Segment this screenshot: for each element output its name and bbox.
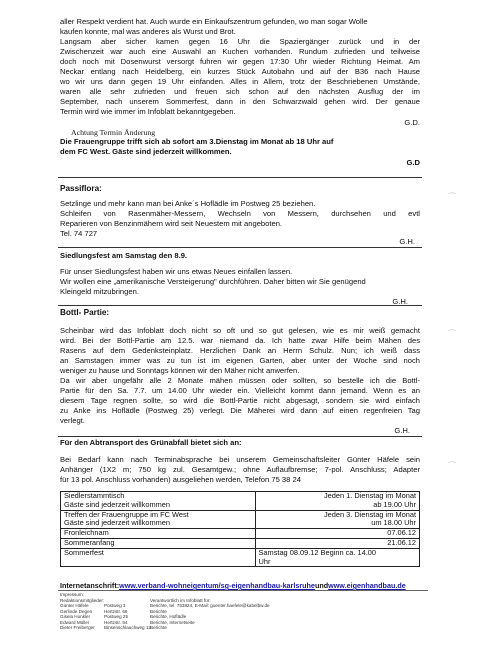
bottl-line: zu Anke ins Hoflädle (Postweg 25) verlegt. Die Mäherei wird dann auf einen regenfreien Tag — [60, 406, 420, 415]
bottl-line: Rasens auf dem Gedenksteinplatz. Herzlichen Dank an Herrn Schulz. Nun; ich weiß dass — [60, 346, 420, 355]
bottl-line: verlegt. — [60, 416, 85, 425]
schedule-when: Jeden 3. Dienstag im Monat um 18.00 Uhr — [255, 510, 420, 529]
schedule-row — [61, 548, 420, 567]
impressum-cell: Dieter Freiberger — [60, 625, 95, 630]
intro-line: aller Respekt verdient hat. Auch wurde ein Einkaufszentrum gefunden, wo man sogar Wolle — [60, 17, 368, 26]
scan-mark: ⁀ — [449, 193, 456, 202]
bottl-signature: G.H. — [394, 426, 410, 435]
impressum-cell: Berichte — [150, 608, 167, 614]
impressum-cell: Hertzstr. 66 — [104, 608, 128, 614]
schedule-event: Sommeranfang — [61, 538, 256, 548]
intro-line: doch noch mit Dosenwurst versorgt fuhren wir gegen 17:30 Uhr wieder Richtung Heimat. Am — [60, 57, 420, 66]
siedlungsfest-text: Kleingeld mitzubringen. — [60, 287, 139, 296]
schedule-event: Fronleichnam — [61, 529, 256, 539]
impressum-cell: Postweg 3 — [104, 603, 126, 609]
schedule-row — [61, 529, 420, 539]
intro-line: Neckar entlang nach Heidelberg, ein kurzes Stück Autobahn und auf der B36 nach Hause — [60, 67, 420, 76]
impressum-cell: Hertzstr. 54 — [104, 619, 128, 625]
schedule-row — [61, 538, 420, 548]
section-divider — [58, 177, 422, 178]
schedule-when: 07.06.12 — [255, 529, 420, 539]
impressum-cell: Verantwortlich im Infoblatt für: — [150, 598, 211, 603]
termin-title: Achtung Termin Änderung — [71, 128, 156, 137]
schedule-when: Jeden 1. Dienstag im Monat ab 19.00 Uhr — [255, 492, 420, 511]
impressum-cell: Gerlinde Degen — [60, 608, 93, 614]
passiflora-heading: Passiflora: — [60, 184, 102, 193]
impressum-cell: Binsenschlauchweg 12 — [104, 625, 151, 630]
intro-line: September, nach unserem Sommerfest, dann in den Schwarzwald gehen wird. Der genaue — [60, 97, 420, 106]
impressum-cell: Berichte, tel. 753824, E-Mail: guenter.haefele@kabelbw.de — [150, 603, 270, 609]
gruen-text: für 13 pol. Anschluss vorhanden) ausgeliehen werden, Telefon 75 38 24 — [60, 475, 301, 484]
impressum-cell: Berichte, Hoflädle — [150, 614, 187, 620]
scan-mark: ⁀ — [449, 462, 456, 471]
bottl-line: Scheinbar wird das Infoblatt doch nicht so oft und so gut gelesen, wie es mir weiß gemacht — [60, 326, 420, 335]
termin-signature: G.D — [406, 158, 420, 167]
passiflora-signature: G.H. — [399, 237, 415, 246]
intro-line: waren alle sehr zufrieden und freuen sich schon auf den nächsten Ausflug der im — [60, 87, 420, 96]
bottl-line: diesem Tage regnen sollte, so wird die Bottl-Partie nicht abgesagt, sondern sie wird einfach — [60, 396, 420, 405]
intro-line: Termin wird wie immer im Infoblatt bekanntgegeben. — [60, 107, 236, 116]
termin-text: Die Frauengruppe trifft sich ab sofort am 3.Dienstag im Monat ab 18 Uhr auf — [60, 137, 334, 146]
intro-line: kaufen konnte, mal was anderes als Wurst und Brot. — [60, 27, 236, 36]
siedlungsfest-text: Wir wollen eine „amerikanische Versteigerung" durchführen. Daher bitten wir Sie genügend — [60, 277, 366, 286]
gruen-text: Anhänger (1X2 m; 750 kg zul. Gesamtgew.; ohne Auflaufbremse; 7-pol. Anschluss; Adapter — [60, 465, 420, 474]
intro-line: Langsam aber sicher kamen gegen 16 Uhr die Spaziergänger zurück und in der — [60, 37, 420, 46]
bottl-line: wird. Bei der Bottl-Partie am 12.5. war niemand da. Ich hatte zwar Hilfe beim Mähen des — [60, 336, 420, 345]
section-divider — [58, 247, 422, 248]
impressum-cell: Berichte — [150, 625, 167, 630]
bottl-line: an Samstagen immer was zu tun ist im eigenen Garten, aber unter der Woche sind noch — [60, 356, 420, 365]
footer-label: Internetanschrift: — [60, 581, 120, 590]
termin-text: dem FC West. Gäste sind jederzeit willkommen. — [60, 147, 232, 156]
footer-and: und — [314, 581, 329, 590]
bottl-line: Partie für den Sa. 7.7. um 14.00 Uhr wieder ein. Vielleicht kommt dann jemand. Wenn es an — [60, 386, 420, 395]
impressum-cell: Postweg 25 — [104, 614, 129, 620]
gruen-text: Bei Bedarf kann nach Terminabsprache bei unserem Gemeinschaftsleiter Günter Häfele sein — [60, 455, 420, 464]
passiflora-text: Reparieren von Benzinmähern wird seit Neuestem mit angeboten. — [60, 219, 283, 228]
bottl-heading: Bottl- Partie: — [60, 308, 110, 317]
section-divider — [58, 436, 422, 437]
schedule-event: Treffen der Frauengruppe im FC West Gäste sind jederzeit willkommen — [61, 510, 256, 529]
footer-divider — [58, 590, 428, 591]
impressum-cell: Gisela Hunkler — [60, 614, 91, 620]
scan-mark: ⁀ — [449, 330, 456, 339]
bottl-line: Da wir aber ungefähr alle 2 Monate mähen müssen oder sollten, so bestelle ich die Bottl- — [60, 376, 420, 385]
impressum-cell: Günter Häfele — [60, 603, 89, 609]
passiflora-text: Tel. 74 727 — [60, 229, 98, 238]
section-divider — [58, 305, 422, 306]
schedule-table — [60, 491, 420, 567]
schedule-event: Sommerfest — [61, 548, 256, 567]
schedule-when: 21.06.12 — [255, 538, 420, 548]
schedule-when: Samstag 08.09.12 Beginn ca. 14.00 Uhr — [255, 548, 420, 567]
website-link[interactable]: www.verband-wohneigentum/sg-eigenhandbau-karlsruhe — [119, 581, 315, 590]
website-link[interactable]: www.eigenhandbau.de — [328, 581, 406, 590]
schedule-event: Siedlerstammtisch Gäste sind jederzeit willkommen — [61, 492, 256, 511]
siedlungsfest-heading: Siedlungsfest am Samstag den 8.9. — [60, 251, 188, 260]
passiflora-text: Schleifen von Rasenmäher-Messern, Wechseln von Messern, durchsehen und evtl — [60, 209, 420, 218]
bottl-line: weniger zu hause und Sonntags können wir den Mäher nicht anwerfen. — [60, 366, 300, 375]
schedule-row — [61, 510, 420, 529]
impressum-cell: Edward Müller — [60, 619, 90, 625]
siedlungsfest-signature: G.H. — [392, 297, 408, 306]
schedule-row — [61, 492, 420, 511]
impressum-cell: Redaktionsmitglieder: — [60, 598, 105, 603]
intro-signature: G.D. — [404, 118, 420, 127]
intro-line: wo wir uns dann gegen 19 Uhr einfanden. Alles in Allem, trotz der Beschriebenen Umstände, — [60, 77, 420, 86]
impressum-cell: Berichte, Internetseite — [150, 619, 195, 625]
intro-line: Zwischenzeit war auch eine Auswahl an Kuchen vorhanden. Rundum zufrieden und teilweise — [60, 47, 420, 56]
gruen-heading: Für den Abtransport des Grünabfall bietet sich an: — [60, 438, 242, 447]
siedlungsfest-text: Für unser Siedlungsfest haben wir uns etwas Neues einfallen lassen. — [60, 267, 293, 276]
passiflora-text: Setzlinge und mehr kann man bei Anke´s Hoflädle im Postweg 25 beziehen. — [60, 199, 316, 208]
impressum-title: Impressum: — [60, 592, 84, 597]
